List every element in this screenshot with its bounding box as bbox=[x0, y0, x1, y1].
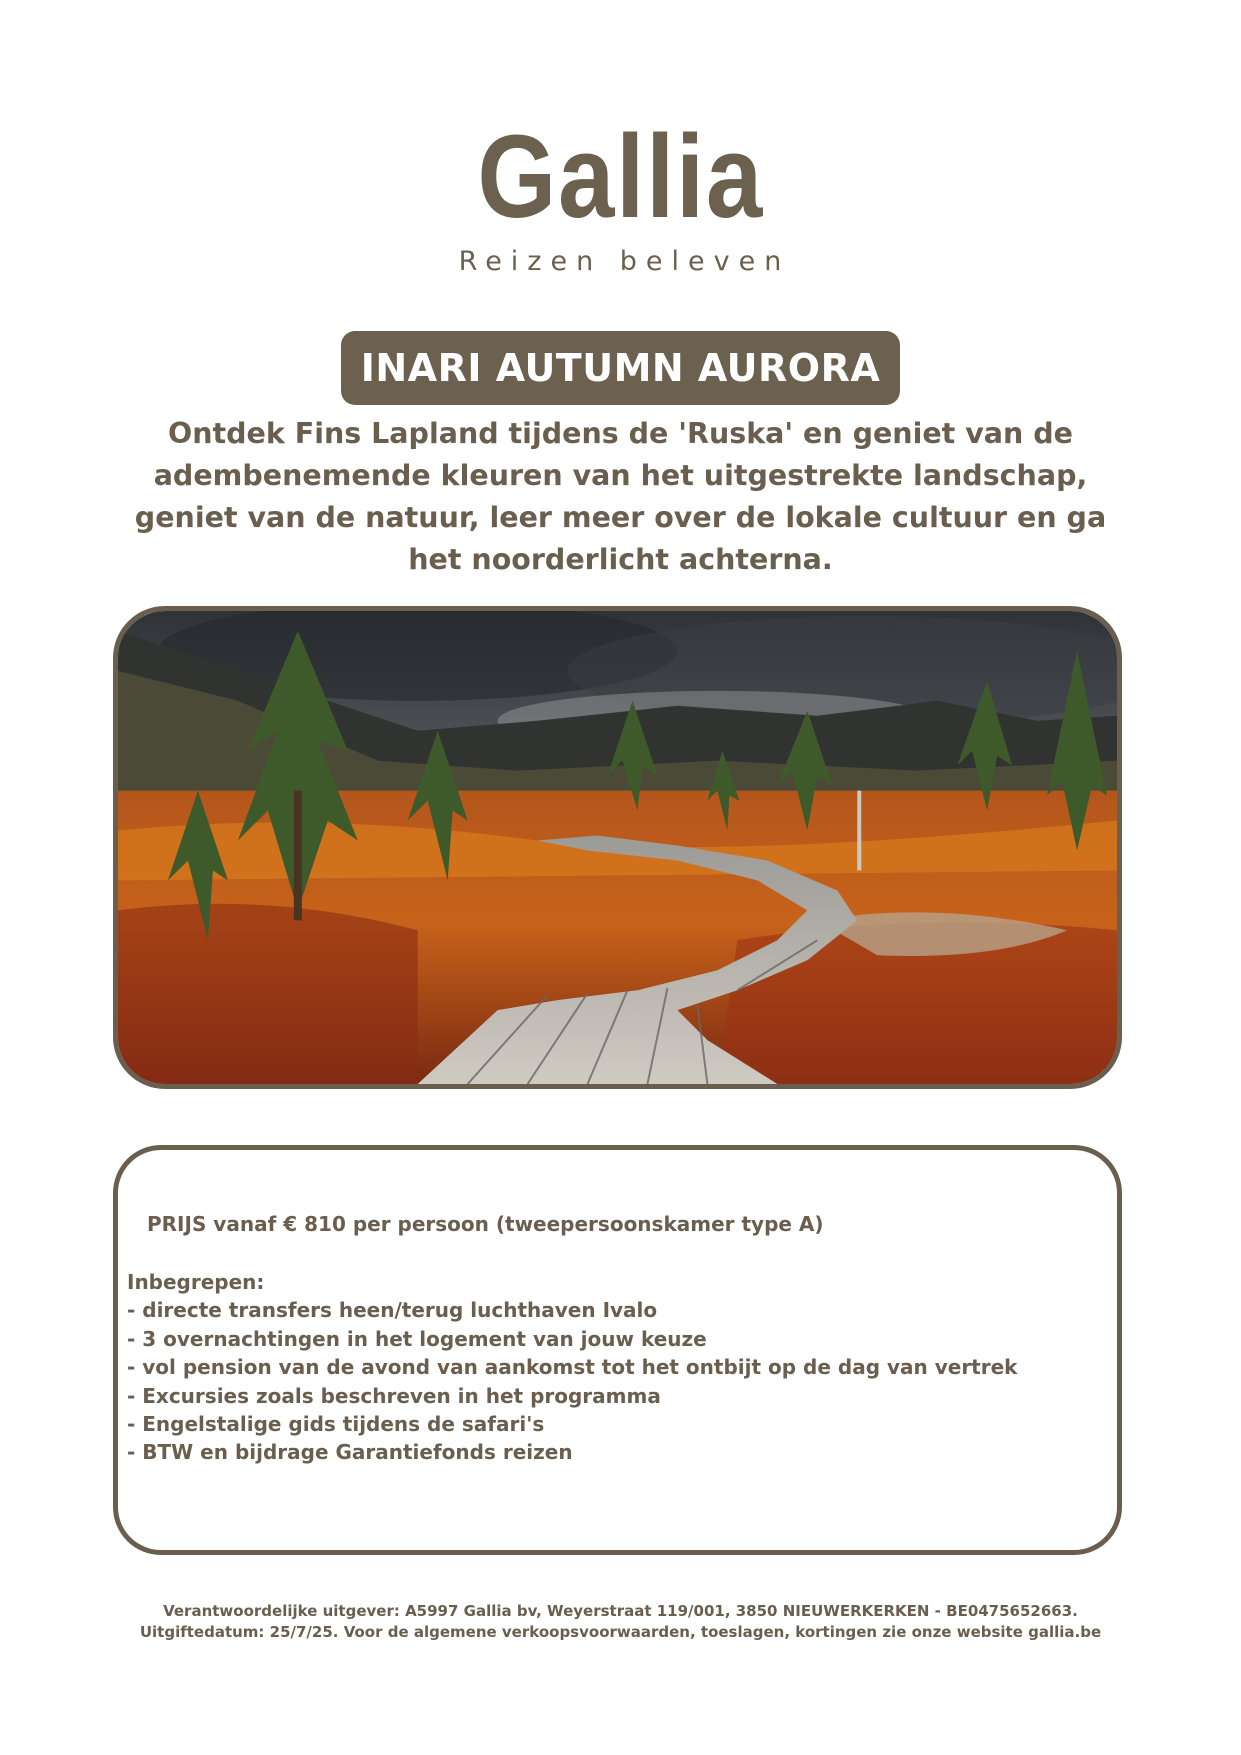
included-heading: Inbegrepen: bbox=[127, 1270, 265, 1294]
included-item: - 3 overnachtingen in het logement van jouw keuze bbox=[127, 1326, 707, 1351]
gallia-logo bbox=[0, 111, 1241, 277]
landscape-illustration bbox=[118, 611, 1117, 1084]
footer-issue-date: Uitgiftedatum: 25/7/25. Voor de algemene verkoopsvoorwaarden, toeslagen, kortingen zie onze website gallia.be bbox=[139, 1623, 1102, 1641]
autumn-landscape-photo bbox=[113, 606, 1122, 1089]
title-banner bbox=[0, 331, 1241, 405]
included-item: - BTW en bijdrage Garantiefonds reizen bbox=[127, 1440, 573, 1465]
intro-text: Ontdek Fins Lapland tijdens de 'Ruska' en geniet van de adembenemende kleuren van het uitgestrekte landschap, geniet van de natuur, leer meer over de lokale cultuur en ga het noorderlicht achterna. bbox=[134, 417, 1107, 576]
price-line: PRIJS vanaf € 810 per persoon (tweepersoonskamer type A) bbox=[147, 1212, 824, 1236]
included-item: - vol pension van de avond van aankomst tot het ontbijt op de dag van vertrek bbox=[127, 1355, 1018, 1380]
footer bbox=[0, 1601, 1241, 1643]
included-item: - directe transfers heen/terug luchthaven Ivalo bbox=[127, 1298, 658, 1323]
included-list bbox=[127, 1268, 1017, 1467]
included-item: - Engelstalige gids tijdens de safari's bbox=[127, 1412, 545, 1437]
trip-title: INARI AUTUMN AURORA bbox=[341, 331, 901, 405]
logo-wordmark: Gallia bbox=[477, 111, 764, 243]
footer-publisher: Verantwoordelijke uitgever: A5997 Gallia bv, Weyerstraat 119/001, 3850 NIEUWERKERKEN - BE0475652663. bbox=[163, 1602, 1078, 1620]
logo-tagline: Reizen beleven bbox=[458, 246, 791, 277]
included-item: - Excursies zoals beschreven in het programma bbox=[127, 1383, 661, 1408]
